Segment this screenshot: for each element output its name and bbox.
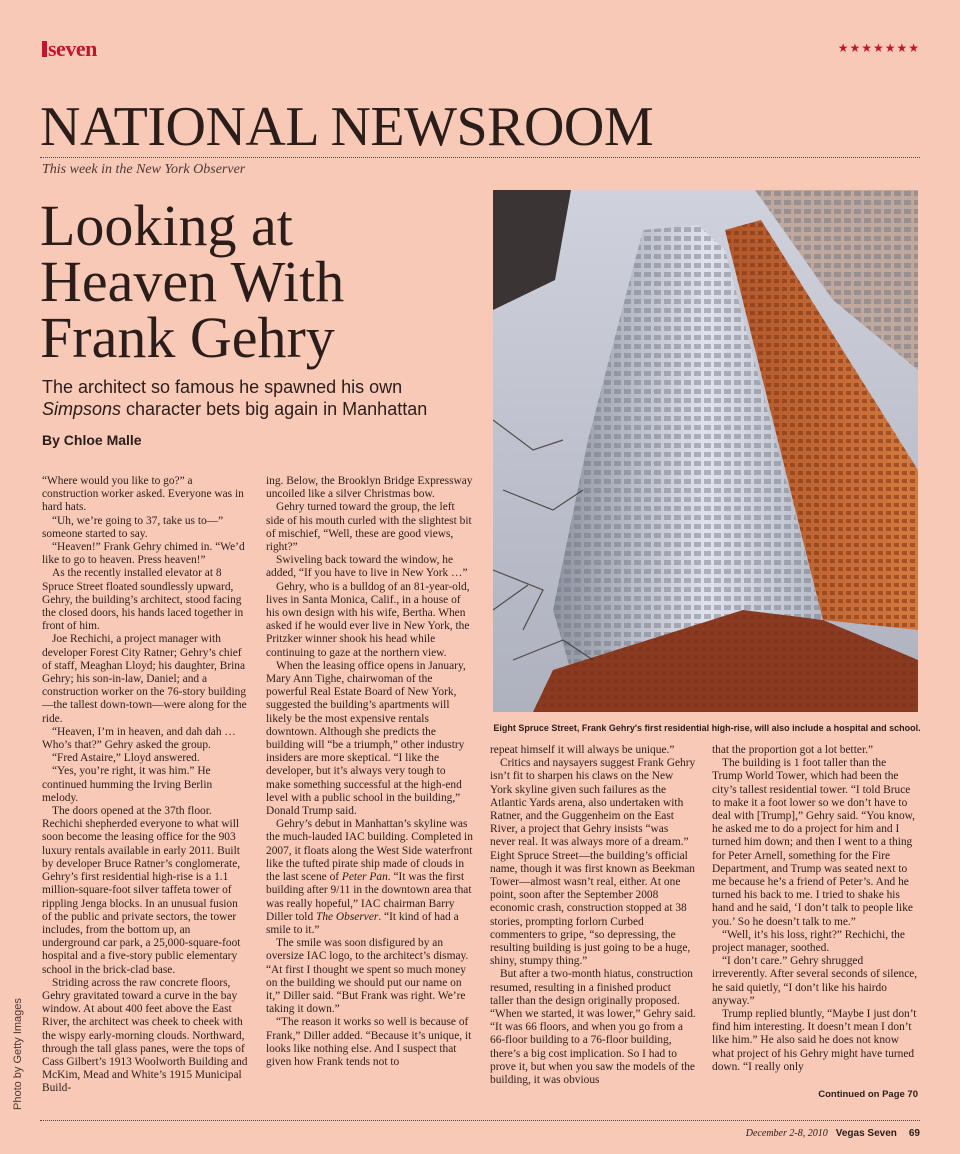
paragraph-text: . “It kind of had a smile to it.” [266, 910, 459, 936]
paragraph: “Fred Astaire,” Lloyd answered. [52, 752, 200, 765]
article-column-3 [490, 744, 696, 1087]
dek-italic: Simpsons [42, 399, 122, 419]
paragraph: “Heaven!” Frank Gehry chimed in. “We’d like to go to heaven. Press heaven!” [42, 541, 245, 567]
section-title: NATIONAL NEWSROOM [40, 96, 654, 158]
paragraph [266, 818, 473, 937]
paragraph: “Uh, we’re going to 37, take us to—” someone started to say. [42, 514, 224, 540]
paragraph: repeat himself it will always be unique.” [490, 744, 675, 756]
paragraph: that the proportion got a lot better.” [712, 744, 874, 756]
paragraph: Critics and naysayers suggest Frank Gehry isn’t fit to sharpen his claws on the New York skyline given such failures as the Atlantic Yards arena, also undertaken with Ratner, and the Guggenheim on the East River, a project that Gehry insists “was never real. It was always more of a dream.” Eight Spruce Street—the building’s official name, though it was first known as Beekman Tower—almost wasn’t real, either. At one point, soon after the September 2008 economic crash, construction stopped at 38 stories, prompting forlorn Curbed commenters to gripe, “so depressing, the resulting building is just going to be a huge, shiny, stumpy thing.” [490, 757, 696, 968]
paragraph-text: . “It was the first building after 9/11 in the downtown area that was really hopeful,” IAC chairman Barry Diller told [266, 871, 472, 923]
paragraph: As the recently installed elevator at 8 Spruce Street floated soundlessly upward, Gehry, the building’s architect, stood facing the closed doors, his hands laced together in front of him. [42, 567, 244, 633]
article-headline: Looking at Heaven With Frank Gehry [40, 193, 345, 370]
paragraph-text: Gehry’s debut in Manhattan’s skyline was the much-lauded IAC building. Completed in 2007, it floats along the West Side waterfront like the tufted pirate ship made of clouds in the last scene of [266, 818, 473, 884]
paragraph: “Where would you like to go?” a construction worker asked. Everyone was in hard hats. [42, 475, 244, 514]
paragraph: But after a two-month hiatus, construction resumed, resulting in a finished product taller than the design originally proposed. “When we started, it was lower,” Gehry said. “It was 66 floors, and when you go from a 66-floor building to a 76-floor building, there’s a big cost implication. So I had to prove it, but when you saw the models of the building, it was obvious [490, 968, 696, 1087]
byline: By Chloe Malle [42, 432, 142, 448]
photo-caption: Eight Spruce Street, Frank Gehry's first residential high-rise, will also include a hospital and school. [493, 723, 921, 733]
tower-illustration [493, 190, 918, 712]
logo-text: seven [48, 36, 97, 61]
article-dek [42, 376, 472, 420]
dek-text-2: character bets big again in Manhattan [121, 399, 428, 419]
article-column-1 [42, 475, 248, 1096]
section-subtitle: This week in the New York Observer [42, 162, 246, 177]
paragraph: When the leasing office opens in January, Mary Ann Tighe, chairwoman of the powerful Real Estate Board of New York, suggested the building’s apartments will likely be the most expensive rentals downtown. Although she predicts the building will “be a triumph,” other industry insiders are more skeptical. “I like the developer, but it’s always very tough to make something successful at the high-end level with a public school in the building,” Donald Trump said. [266, 659, 466, 818]
paragraph: Gehry, who is a bulldog of an 81-year-old, lives in Santa Monica, Calif., in a house of his own design with his wife, Bertha. When asked if he would ever live in New York, the Pritzker winner shook his head while continuing to gaze at the northern view. [266, 580, 470, 659]
dek-text-1: The architect so famous he spawned his own [42, 377, 403, 397]
paragraph: “Yes, you’re right, it was him.” He continued humming the Irving Berlin melody. [42, 765, 213, 804]
paragraph: Joe Rechichi, a project manager with developer Forest City Ratner; Gehry’s chief of staff, Meaghan Lloyd; his daughter, Brina Gehry; his son-in-law, Daniel; and a construction worker on the 76-story building—the tallest down-town—were along for the ride. [42, 633, 247, 725]
article-column-2 [266, 475, 473, 1069]
paragraph: Trump replied bluntly, “Maybe I just don’t find him interesting. It doesn’t mean I don’t like him.” He also said he does not know what project of his Gehry might have turned down. “I really only [712, 1008, 917, 1073]
publication-italic: The Observer [315, 910, 379, 923]
page-number: 69 [908, 1128, 920, 1139]
paragraph: “I don’t care.” Gehry shrugged irreverently. After several seconds of silence, he said quietly, “I don’t like his hairdo anyway.” [712, 955, 918, 1007]
publication-name: Vegas Seven [835, 1128, 897, 1139]
paragraph: “Heaven, I’m in heaven, and dah dah … Who’s that?” Gehry asked the group. [42, 725, 236, 752]
article-column-4 [712, 744, 918, 1074]
paragraph: Gehry turned toward the group, the left side of his mouth curled with the slightest bit of mischief, “Well, these are good views, right?” [266, 501, 472, 554]
paragraph: Striding across the raw concrete floors, Gehry gravitated toward a curve in the bay window. At about 400 feet above the East River, the architect was cheek to cheek with the wispy early-morning clouds. Northward, through the tall glass panes, were the tops of Cass Gilbert’s 1913 Woolworth Building and McKim, Mead and White’s 1915 Municipal Build- [42, 976, 248, 1095]
paragraph: The doors opened at the 37th floor. Rechichi shepherded everyone to what will soon become the leasing office for the 903 luxury rentals available in early 2011. Built by developer Bruce Ratner’s conglomerate, Gehry’s first residential high-rise is a 1.1 million-square-foot silver taffeta tower of rippling Jenga blocks. In an unusual fusion of the public and private sectors, the tower includes, from the bottom up, an underground car park, a 25,000-square-foot hospital and a five-story public elementary school in the brick-clad base. [42, 805, 241, 976]
section-divider [40, 157, 920, 158]
title-italic: Peter Pan [341, 871, 388, 884]
logo-mark [42, 41, 47, 57]
rating-stars: ★★★★★★★ [837, 41, 920, 55]
paragraph: ing. Below, the Brooklyn Bridge Expressway uncoiled like a silver Christmas bow. [266, 475, 473, 501]
publication-logo [42, 36, 97, 62]
continued-note: Continued on Page 70 [818, 1089, 918, 1100]
paragraph: The building is 1 foot taller than the Trump World Tower, which had been the city’s tallest residential tower. “I told Bruce to make it a foot lower so we don’t have to deal with [Trump],” Gehry said. “You know, he asked me to do a project for him and I turned him down; and then I went to a thing for Peter Arnell, something for the Fire Department, and Trump was seated next to me because he’s a friend of Peter’s. And he turned his back to me. I tried to shake his hand and he said, ‘I don’t talk to people like you.’ So he doesn’t talk to me.” [712, 757, 916, 928]
paragraph: “The reason it works so well is because of Frank,” Diller added. “Because it’s unique, it looks like nothing else. And I suspect that given how Frank tends not to [266, 1016, 472, 1068]
paragraph: “Well, it’s his loss, right?” Rechichi, the project manager, soothed. [712, 928, 905, 955]
building-photo [493, 190, 918, 712]
footer-divider [40, 1120, 920, 1121]
photo-credit: Photo by Getty Images [12, 998, 24, 1110]
page-footer [746, 1128, 920, 1139]
issue-date: December 2-8, 2010 [745, 1128, 828, 1139]
paragraph: The smile was soon disfigured by an oversize IAC logo, to the architect’s dismay. “At first I thought we spent so much money on the building we should put our name on it,” Diller said. “But Frank was right. We’re taking it down.” [266, 937, 469, 1016]
paragraph: Swiveling back toward the window, he added, “If you have to live in New York …” [266, 554, 468, 580]
